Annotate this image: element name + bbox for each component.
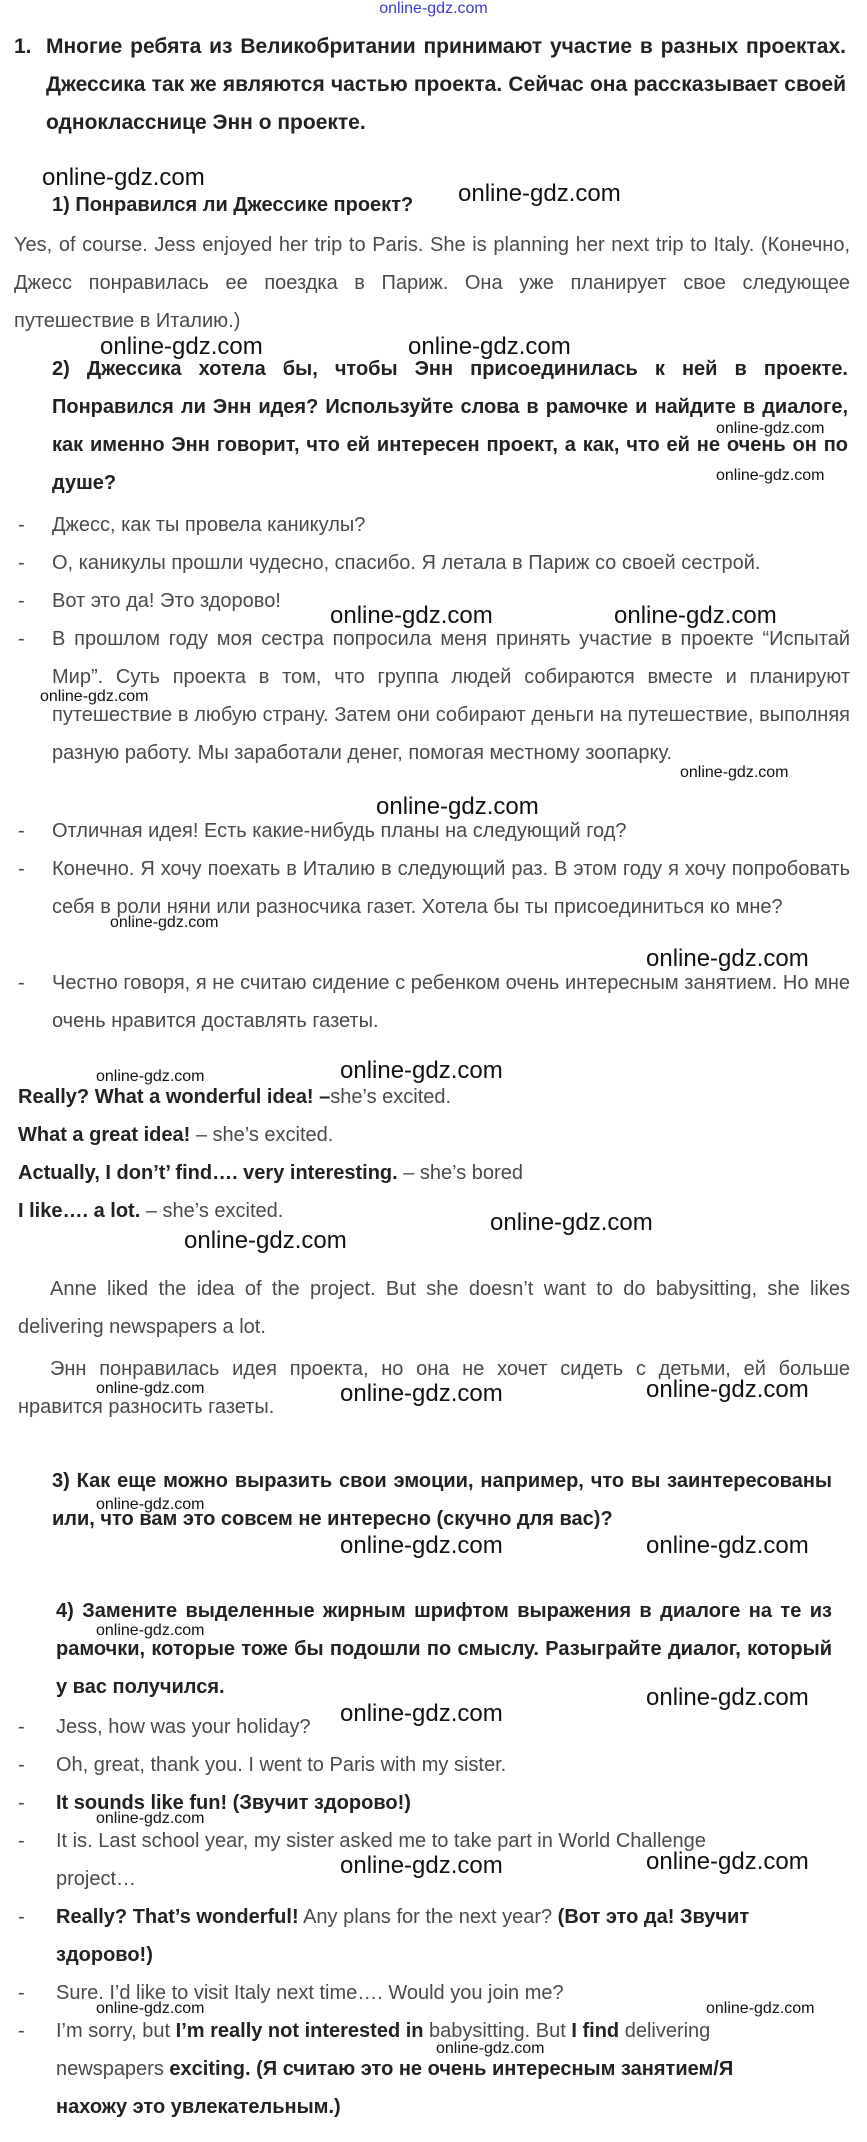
watermark: online-gdz.com bbox=[646, 1848, 809, 1875]
fragment: Any plans for the next year? bbox=[298, 1906, 558, 1928]
dialog-en-line: нахожу это увлекательным.) bbox=[56, 2096, 341, 2118]
dialog-ru-line: Честно говоря, я не считаю сидение с ребенком очень интересным занятием. Но мне очень нравится доставлять газеты. bbox=[52, 972, 850, 1032]
dialog-ru-line: Джесс, как ты провела каникулы? bbox=[52, 514, 366, 536]
bold-fragment: I’m really not interested in bbox=[175, 2020, 424, 2042]
watermark: online-gdz.com bbox=[716, 420, 825, 437]
watermark: online-gdz.com bbox=[340, 1852, 503, 1879]
watermark: online-gdz.com bbox=[96, 2000, 205, 2017]
dash: - bbox=[18, 1906, 25, 1928]
dialog-ru-line: О, каникулы прошли чудесно, спасибо. Я летала в Париж со своей сестрой. bbox=[52, 552, 761, 574]
watermark: online-gdz.com bbox=[340, 1380, 503, 1407]
watermark: online-gdz.com bbox=[340, 1532, 503, 1559]
phrase-bold: I like…. a lot. bbox=[18, 1200, 141, 1222]
dialog-ru-line: Конечно. Я хочу поехать в Италию в следующий раз. В этом году я хочу попробовать себя в роли няни или разносчика газет. Хотела бы ты присоединиться ко мне? bbox=[52, 858, 850, 918]
watermark: online-gdz.com bbox=[646, 1376, 809, 1403]
watermark: online-gdz.com bbox=[490, 1209, 653, 1236]
dash: - bbox=[18, 1754, 25, 1776]
phrase-rest: – she’s bored bbox=[397, 1162, 523, 1184]
dialog-en-line: Sure. I’d like to visit Italy next time…. Would you join me? bbox=[56, 1982, 564, 2004]
watermark: online-gdz.com bbox=[646, 1684, 809, 1711]
watermark: online-gdz.com bbox=[96, 1810, 205, 1827]
dash: - bbox=[18, 972, 25, 994]
dash: - bbox=[18, 552, 25, 574]
dialog-en-line: project… bbox=[56, 1868, 137, 1890]
question-2-title: 2) Джессика хотела бы, чтобы Энн присоединилась к ней в проекте. Понравился ли Энн идея? Используйте слова в рамочке и найдите в диалоге, как именно Энн говорит, что ей интересен проект, а как, что ей не очень он по душе? bbox=[52, 358, 848, 494]
dialog-en-line bbox=[56, 1898, 749, 1936]
watermark: online-gdz.com bbox=[614, 602, 777, 629]
watermark: online-gdz.com bbox=[40, 688, 149, 705]
phrase-rest: – she’s excited. bbox=[140, 1200, 284, 1222]
phrase-bold: What a great idea! bbox=[18, 1124, 191, 1146]
dash: - bbox=[18, 2020, 25, 2042]
watermark: online-gdz.com bbox=[340, 1700, 503, 1727]
watermark: online-gdz.com bbox=[42, 164, 205, 191]
fragment: newspapers bbox=[56, 2058, 170, 2080]
watermark: online-gdz.com bbox=[330, 602, 493, 629]
watermark: online-gdz.com bbox=[96, 1068, 205, 1085]
task-intro: Многие ребята из Великобритании принимают участие в разных проектах. Джессика так же являются частью проекта. Сейчас она рассказывает своей однокласснице Энн о проекте. bbox=[46, 35, 846, 134]
top-watermark: online-gdz.com bbox=[379, 0, 488, 17]
fragment: I’m sorry, but bbox=[56, 2020, 176, 2042]
dash: - bbox=[18, 590, 25, 612]
summary-ru: Энн понравилась идея проекта, но она не хочет сидеть с детьми, ей больше нравится разносить газеты. bbox=[18, 1358, 850, 1418]
bold-fragment: (Вот это да! Звучит bbox=[557, 1906, 750, 1928]
watermark: online-gdz.com bbox=[680, 764, 789, 781]
dash: - bbox=[18, 1830, 25, 1852]
phrase-rest: she’s excited. bbox=[330, 1086, 452, 1108]
dash: - bbox=[18, 1982, 25, 2004]
dialog-en-line bbox=[56, 2050, 733, 2088]
dialog-ru-line: Отличная идея! Есть какие-нибудь планы на следующий год? bbox=[52, 820, 627, 842]
dialog-en-line: здорово!) bbox=[56, 1944, 153, 1966]
question-1-answer: Yes, of course. Jess enjoyed her trip to Paris. She is planning her next trip to Italy. (Конечно, Джесс понравилась ее поездка в Париж. Она уже планирует свое следующее путешествие в Италию.) bbox=[14, 234, 850, 332]
phrase-4 bbox=[18, 1192, 283, 1230]
watermark: online-gdz.com bbox=[96, 1496, 205, 1513]
watermark: online-gdz.com bbox=[110, 914, 219, 931]
task-number: 1. bbox=[14, 35, 32, 58]
watermark: online-gdz.com bbox=[96, 1380, 205, 1397]
watermark: online-gdz.com bbox=[96, 1622, 205, 1639]
phrase-bold: Really? What a wonderful idea! – bbox=[18, 1086, 331, 1108]
phrase-2 bbox=[18, 1116, 333, 1154]
dialog-en-line: It sounds like fun! (Звучит здорово!) bbox=[56, 1792, 411, 1814]
dash: - bbox=[18, 820, 25, 842]
watermark: online-gdz.com bbox=[706, 2000, 815, 2017]
watermark: online-gdz.com bbox=[436, 2040, 545, 2057]
fragment: delivering bbox=[619, 2020, 711, 2042]
bold-fragment: I find bbox=[571, 2020, 620, 2042]
question-1-title: 1) Понравился ли Джессике проект? bbox=[52, 194, 414, 216]
watermark: online-gdz.com bbox=[376, 793, 539, 820]
watermark: online-gdz.com bbox=[184, 1227, 347, 1254]
dash: - bbox=[18, 628, 25, 650]
dialog-en-line: Jess, how was your holiday? bbox=[56, 1716, 311, 1738]
watermark: online-gdz.com bbox=[458, 180, 621, 207]
watermark: online-gdz.com bbox=[340, 1057, 503, 1084]
watermark: online-gdz.com bbox=[646, 1532, 809, 1559]
dialog-ru-line: В прошлом году моя сестра попросила меня принять участие в проекте “Испытай Мир”. Суть проекта в том, что группа людей собираются вместе и планируют путешествие в любую страну. Затем они собирают деньги на путешествие, выполняя разную работу. Мы заработали денег, помогая местному зоопарку. bbox=[52, 628, 850, 764]
watermark: online-gdz.com bbox=[408, 333, 571, 360]
watermark: online-gdz.com bbox=[646, 945, 809, 972]
phrase-3 bbox=[18, 1154, 523, 1192]
dialog-ru-line: Вот это да! Это здорово! bbox=[52, 590, 281, 612]
bold-fragment: Really? That’s wonderful! bbox=[56, 1906, 299, 1928]
watermark: online-gdz.com bbox=[716, 467, 825, 484]
watermark: online-gdz.com bbox=[100, 333, 263, 360]
bold-fragment: exciting. (Я считаю это не очень интересным занятием/Я bbox=[169, 2058, 734, 2080]
fragment: babysitting. But bbox=[423, 2020, 572, 2042]
dash: - bbox=[18, 1792, 25, 1814]
question-4-title: 4) Замените выделенные жирным шрифтом выражения в диалоге на те из рамочки, которые тоже бы подошли по смыслу. Разыграйте диалог, который у вас получился. bbox=[56, 1600, 832, 1698]
dash: - bbox=[18, 1716, 25, 1738]
dialog-en-line: Oh, great, thank you. I went to Paris with my sister. bbox=[56, 1754, 507, 1776]
summary-en: Anne liked the idea of the project. But she doesn’t want to do babysitting, she likes delivering newspapers a lot. bbox=[18, 1278, 850, 1338]
dash: - bbox=[18, 858, 25, 880]
dash: - bbox=[18, 514, 25, 536]
phrase-rest: – she’s excited. bbox=[190, 1124, 334, 1146]
question-3-title: 3) Как еще можно выразить свои эмоции, например, что вы заинтересованы или, что вам это совсем не интересно (скучно для вас)? bbox=[52, 1470, 832, 1530]
dialog-en-line: It is. Last school year, my sister asked me to take part in World Challenge bbox=[56, 1830, 706, 1852]
phrase-bold: Actually, I don’t’ find…. very interesting. bbox=[18, 1162, 398, 1184]
